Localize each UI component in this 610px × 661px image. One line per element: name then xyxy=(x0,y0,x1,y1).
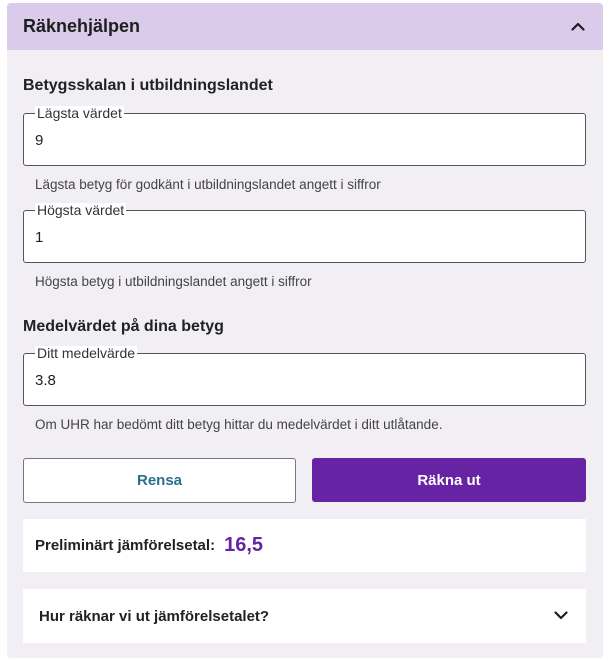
lowest-value-help: Lägsta betyg för godkänt i utbildningslandet angett i siffror xyxy=(35,177,381,192)
calculator-header[interactable] xyxy=(7,3,603,50)
average-label: Ditt medelvärde xyxy=(37,345,136,361)
calculate-button[interactable]: Räkna ut xyxy=(312,458,586,502)
average-help: Om UHR har bedömt ditt betyg hittar du medelvärdet i ditt utlåtande. xyxy=(35,417,443,432)
grade-scale-title: Betygsskalan i utbildningslandet xyxy=(23,77,273,94)
highest-value-field[interactable] xyxy=(23,202,586,263)
clear-button[interactable]: Rensa xyxy=(23,458,296,503)
lowest-value-field[interactable] xyxy=(23,105,586,166)
lowest-value-label: Lägsta värdet xyxy=(37,105,122,121)
lowest-value-input[interactable] xyxy=(35,132,535,149)
average-field[interactable] xyxy=(23,345,586,406)
header-title: Räknehjälpen xyxy=(23,16,141,36)
highest-value-help: Högsta betyg i utbildningslandet angett i siffror xyxy=(35,274,312,289)
highest-value-input[interactable] xyxy=(35,229,535,246)
calculator-panel xyxy=(7,3,603,658)
average-title: Medelvärdet på dina betyg xyxy=(23,318,224,335)
highest-value-label: Högsta värdet xyxy=(37,202,125,218)
result-value: 16,5 xyxy=(224,534,264,556)
how-calculated-accordion[interactable] xyxy=(23,589,586,643)
chevron-up-icon[interactable] xyxy=(571,20,585,34)
average-input[interactable] xyxy=(35,372,535,389)
chevron-down-icon[interactable] xyxy=(554,607,568,625)
result-label: Preliminärt jämförelsetal: xyxy=(35,537,216,554)
accordion-label: Hur räknar vi ut jämförelsetalet? xyxy=(39,607,270,625)
result-box xyxy=(23,519,586,572)
